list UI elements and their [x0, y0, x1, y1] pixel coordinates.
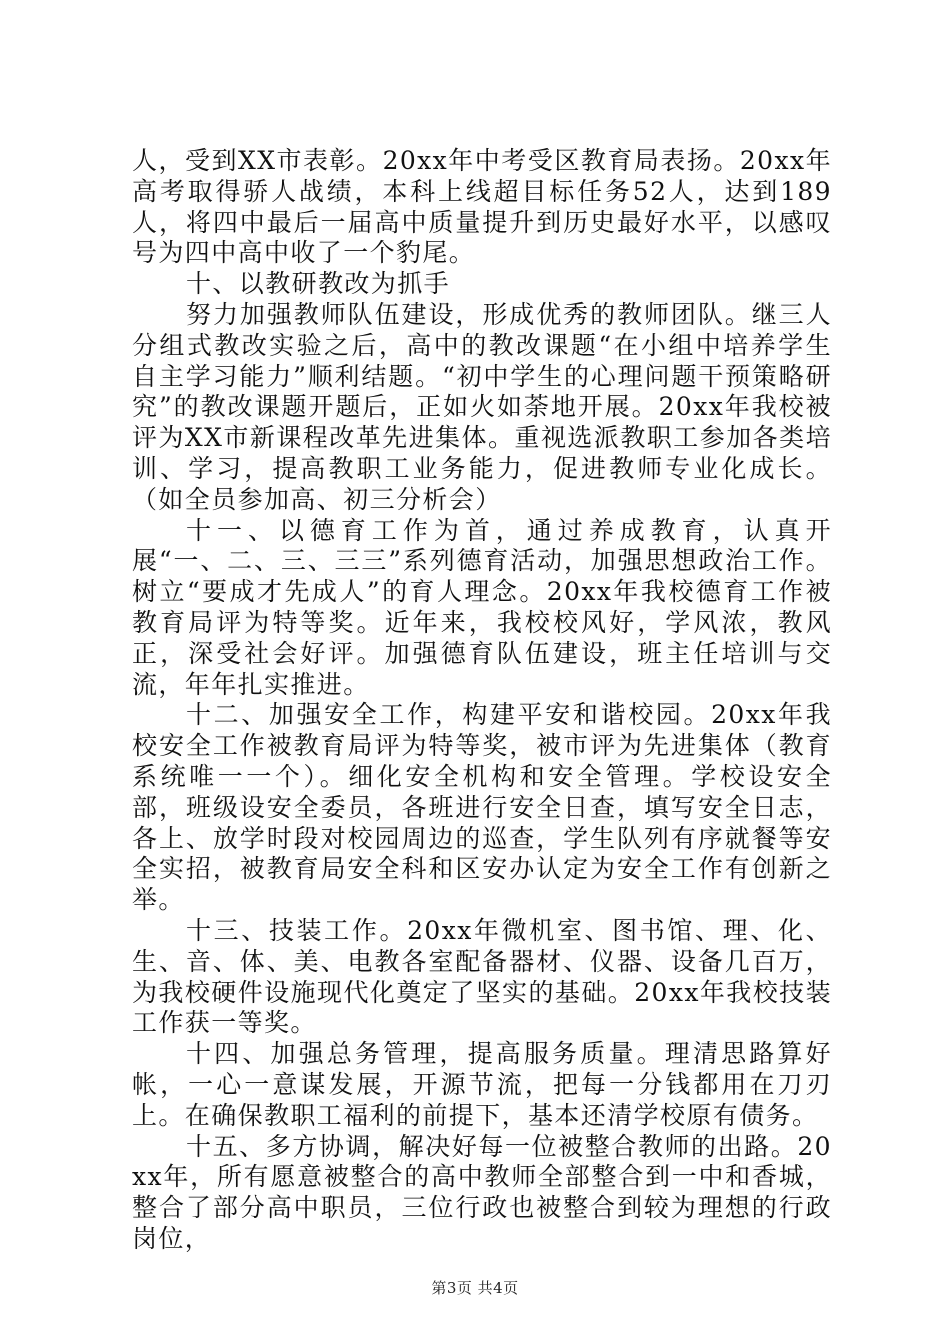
- paragraph: 十三、技装工作。20xx年微机室、图书馆、理、化、生、音、体、美、电教各室配备器材、仪器、设备几百万，为我校硬件设施现代化奠定了坚实的基础。20xx年我校技装工作获一等奖。: [132, 915, 832, 1038]
- paragraph: 十五、多方协调，解决好每一位被整合教师的出路。20xx年，所有愿意被整合的高中教师全部整合到一中和香城，整合了部分高中职员，三位行政也被整合到较为理想的行政岗位，: [132, 1131, 832, 1253]
- page-number-footer: 第3页 共4页: [431, 1279, 519, 1297]
- section-heading: 十、以教研教改为抓手: [186, 269, 451, 299]
- paragraph: 十四、加强总务管理，提高服务质量。理清思路算好帐，一心一意谋发展，开源节流，把每一分钱都用在刀刃上。在确保教职工福利的前提下，基本还清学校原有债务。: [132, 1039, 832, 1130]
- document-body: [132, 146, 832, 1255]
- paragraph: 努力加强教师队伍建设，形成优秀的教师团队。继三人分组式教改实验之后，高中的教改课题“在小组中培养学生自主学习能力”顺利结题。“初中学生的心理问题干预策略研究”的教改课题开题后，正如火如荼地开展。20xx年我校被评为XX市新课程改革先进集体。重视选派教职工参加各类培训、学习，提高教职工业务能力，促进教师专业化成长。（如全员参加高、初三分析会）: [132, 299, 832, 514]
- paragraph: 十二、加强安全工作，构建平安和谐校园。20xx年我校安全工作被教育局评为特等奖，被市评为先进集体（教育系统唯一一个）。细化安全机构和安全管理。学校设安全部，班级设安全委员，各班进行安全日查，填写安全日志，各上、放学时段对校园周边的巡查，学生队列有序就餐等安全实招，被教育局安全科和区安办认定为安全工作有创新之举。: [132, 700, 832, 915]
- paragraph: 十一、以德育工作为首，通过养成教育，认真开展“一、二、三、三三”系列德育活动，加强思想政治工作。树立“要成才先成人”的育人理念。20xx年我校德育工作被教育局评为特等奖。近年来，我校校风好，学风浓，教风正，深受社会好评。加强德育队伍建设，班主任培训与交流，年年扎实推进。: [132, 515, 832, 699]
- paragraph: 人，受到XX市表彰。20xx年中考受区教育局表扬。20xx年高考取得骄人战绩，本科上线超目标任务52人，达到189人，将四中最后一届高中质量提升到历史最好水平，以感叹号为四中高中收了一个豹尾。: [132, 146, 832, 268]
